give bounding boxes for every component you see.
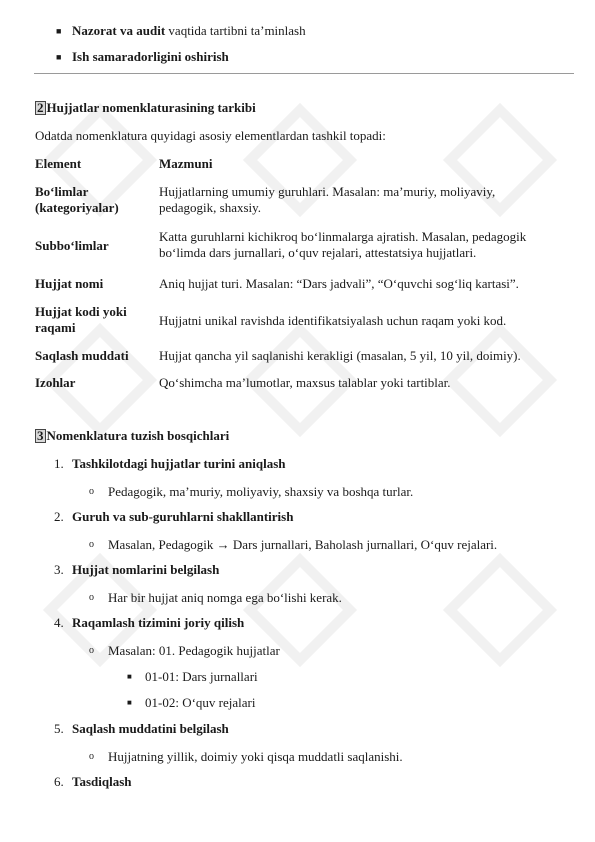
section-number-badge: 2 [37,100,44,115]
table-row-5-content: Hujjat qancha yil saqlanishi kerakligi (masalan, 5 yil, 10 yil, doimiy). [159,348,521,363]
circle-bullet-icon: o [89,539,94,550]
table-row-2-content [159,229,579,261]
top-bullet-2-bold: Ish samaradorligini oshirish [72,49,229,64]
row-2-content-line-1: Katta guruhlarni kichikroq bo‘linmalarga ajratish. Masalan, pedagogik [159,229,527,244]
table-row-4-content: Hujjatni unikal ravishda identifikatsiyalash uchun raqam yoki kod. [159,313,507,328]
step-3-title: Hujjat nomlarini belgilash [72,562,220,577]
table-header-content: Mazmuni [159,156,213,171]
section-2-intro: Odatda nomenklatura quyidagi asosiy elementlardan tashkil topadi: [35,128,386,143]
circle-bullet-icon: o [89,751,94,762]
top-bullet-2 [72,49,229,65]
section-number-badge: 3 [37,428,44,443]
step-6-title: Tasdiqlash [72,774,132,789]
step-4-sub-1: Masalan: 01. Pedagogik hujjatlar [108,643,280,658]
square-bullet-icon: ■ [127,698,132,707]
table-header-element: Element [35,156,82,171]
table-row-5-element: Saqlash muddati [35,348,129,363]
section-2-title: Hujjatlar nomenklaturasining tarkibi [46,100,256,115]
table-row-1-element [35,184,150,216]
row-1-content-line-2: pedagogik, shaxsiy. [159,200,262,215]
step-4-subsub-1: 01-01: Dars jurnallari [145,669,258,684]
horizontal-divider [34,73,574,74]
step-6-number: 6. [54,774,64,789]
step-3-sub-1: Har bir hujjat aniq nomga ega bo‘lishi kerak. [108,590,342,605]
step-5-sub-1: Hujjatning yillik, doimiy yoki qisqa muddatli saqlanishi. [108,749,403,764]
table-row-4-element [35,304,150,336]
step-2-title: Guruh va sub-guruhlarni shakllantirish [72,509,294,524]
circle-bullet-icon: o [89,645,94,656]
section-3-heading [35,428,229,444]
row-1-element-line-1: Bo‘limlar [35,184,89,199]
table-row-6-element: Izohlar [35,375,76,390]
table-row-3-content: Aniq hujjat turi. Masalan: “Dars jadvali”, “O‘quvchi sog‘liq kartasi”. [159,276,519,291]
row-1-content-line-1: Hujjatlarning umumiy guruhlari. Masalan: ma’muriy, moliyaviy, [159,184,496,199]
circle-bullet-icon: o [89,592,94,603]
section-3-title: Nomenklatura tuzish bosqichlari [46,428,230,443]
step-4-subsub-2: 01-02: O‘quv rejalari [145,695,256,710]
step-4-number: 4. [54,615,64,630]
step-1-number: 1. [54,456,64,471]
row-4-element-line-2: raqami [35,320,76,335]
row-2-content-line-2: bo‘limda dars jurnallari, o‘quv rejalari, attestatsiya hujjatlari. [159,245,477,260]
step-5-title: Saqlash muddatini belgilash [72,721,229,736]
row-1-element-line-2: (kategoriyalar) [35,200,119,215]
bullet-icon: ■ [56,52,62,62]
step-3-number: 3. [54,562,64,577]
top-bullet-1-bold: Nazorat va audit [72,23,166,38]
row-4-element-line-1: Hujjat kodi yoki [35,304,127,319]
circle-bullet-icon: o [89,486,94,497]
step-4-title: Raqamlash tizimini joriy qilish [72,615,245,630]
square-bullet-icon: ■ [127,672,132,681]
step-5-number: 5. [54,721,64,736]
step-1-title: Tashkilotdagi hujjatlar turini aniqlash [72,456,286,471]
table-row-6-content: Qo‘shimcha ma’lumotlar, maxsus talablar yoki tartiblar. [159,375,451,390]
top-bullet-1-text: vaqtida tartibni ta’minlash [165,23,306,38]
bullet-icon: ■ [56,26,62,36]
section-2-heading [35,100,256,116]
table-row-3-element: Hujjat nomi [35,276,104,291]
step-2-number: 2. [54,509,64,524]
top-bullet-1 [72,23,306,39]
step-2-sub-1: Masalan, Pedagogik → Dars jurnallari, Baholash jurnallari, O‘quv rejalari. [108,537,498,552]
table-row-1-content [159,184,579,216]
table-row-2-element: Subbo‘limlar [35,238,109,253]
step-1-sub-1: Pedagogik, ma’muriy, moliyaviy, shaxsiy va boshqa turlar. [108,484,414,499]
